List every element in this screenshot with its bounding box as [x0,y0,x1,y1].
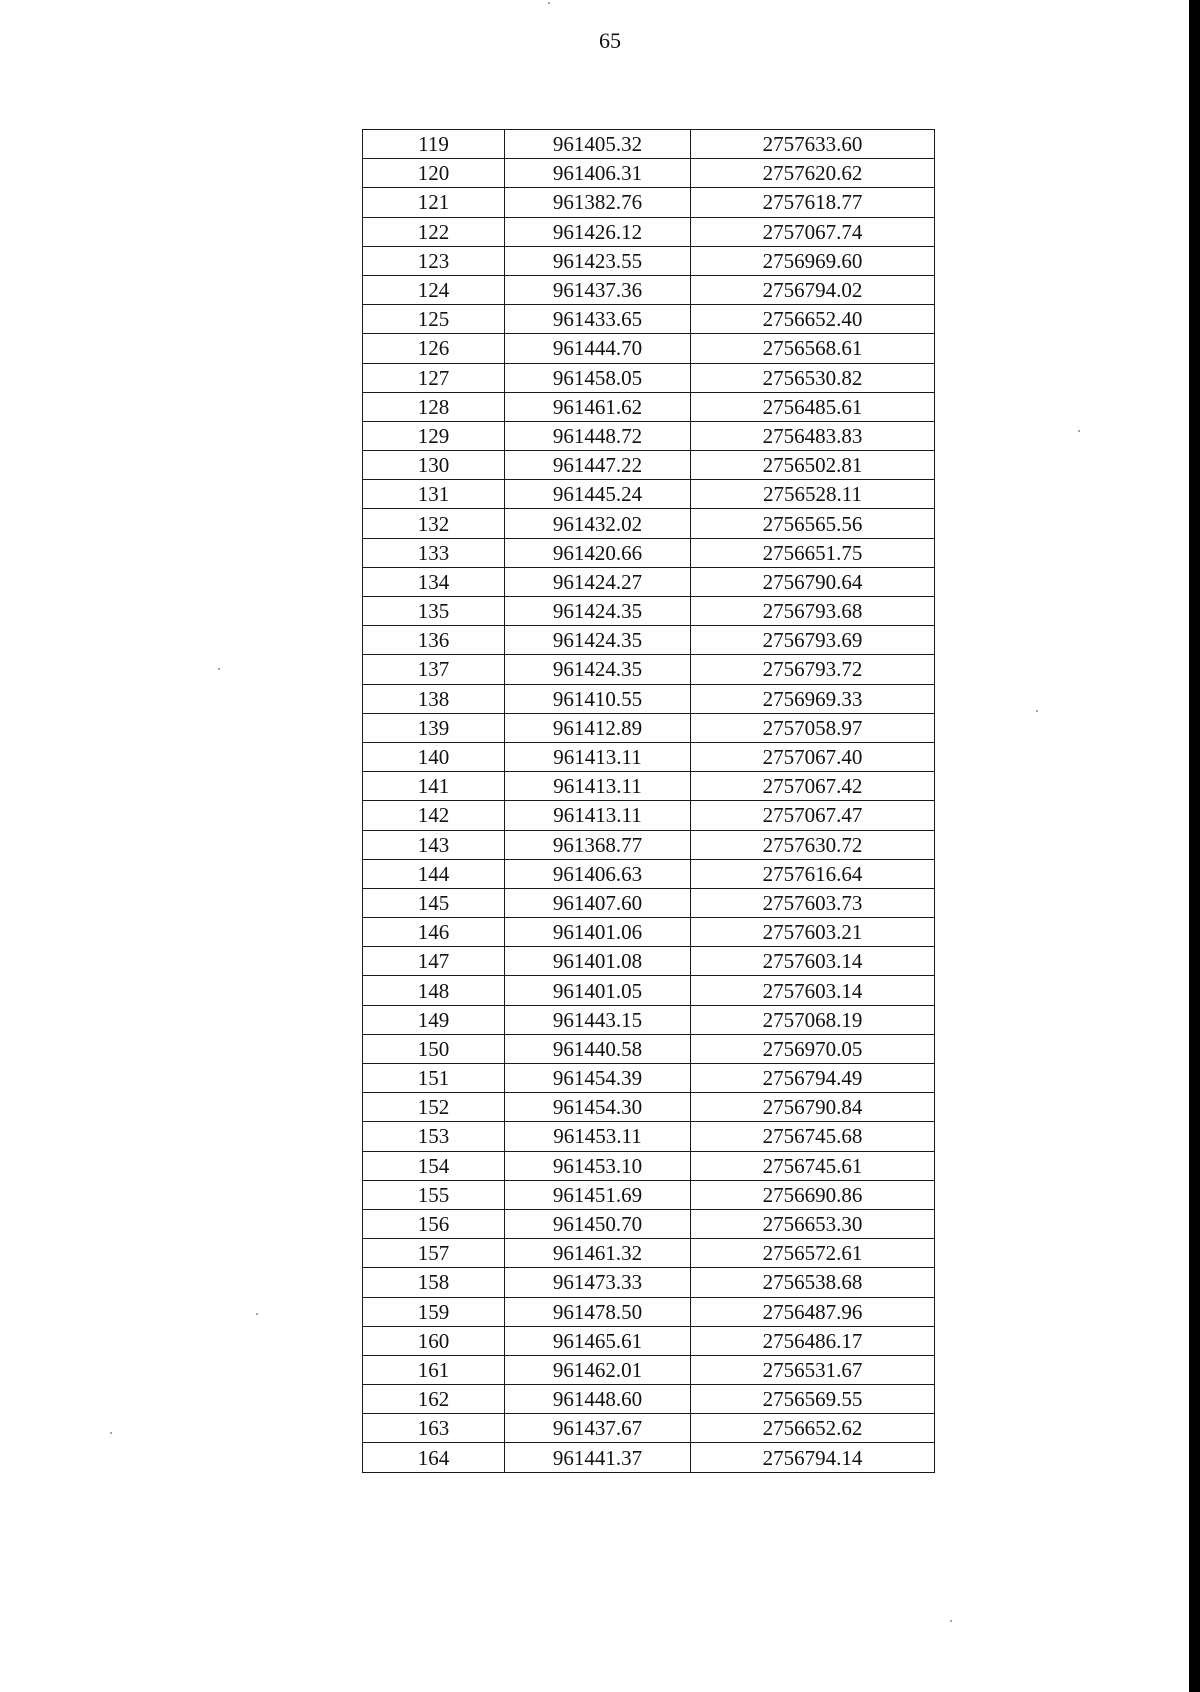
scan-speck [218,668,220,670]
point-number-cell: 132 [363,509,505,538]
x-coordinate-cell: 961441.37 [505,1443,691,1472]
point-number-cell: 155 [363,1180,505,1209]
y-coordinate-cell: 2757068.19 [691,1005,935,1034]
x-coordinate-cell: 961437.36 [505,275,691,304]
point-number-cell: 144 [363,859,505,888]
scan-speck [1036,710,1038,712]
y-coordinate-cell: 2756538.68 [691,1268,935,1297]
x-coordinate-cell: 961444.70 [505,334,691,363]
x-coordinate-cell: 961448.72 [505,421,691,450]
table-row [363,1239,935,1268]
x-coordinate-cell: 961426.12 [505,217,691,246]
y-coordinate-cell: 2756745.68 [691,1122,935,1151]
table-row [363,801,935,830]
x-coordinate-cell: 961412.89 [505,713,691,742]
y-coordinate-cell: 2757616.64 [691,859,935,888]
point-number-cell: 152 [363,1093,505,1122]
table-row [363,684,935,713]
y-coordinate-cell: 2756793.69 [691,626,935,655]
y-coordinate-cell: 2756652.62 [691,1414,935,1443]
x-coordinate-cell: 961454.30 [505,1093,691,1122]
point-number-cell: 136 [363,626,505,655]
y-coordinate-cell: 2756502.81 [691,451,935,480]
point-number-cell: 121 [363,188,505,217]
point-number-cell: 120 [363,159,505,188]
point-number-cell: 148 [363,976,505,1005]
y-coordinate-cell: 2757058.97 [691,713,935,742]
table-row [363,421,935,450]
table-row [363,159,935,188]
table-row [363,1180,935,1209]
table-row [363,392,935,421]
scan-edge-bar [1189,0,1200,1692]
y-coordinate-cell: 2756572.61 [691,1239,935,1268]
table-row [363,1414,935,1443]
table-row [363,363,935,392]
point-number-cell: 143 [363,830,505,859]
point-number-cell: 156 [363,1209,505,1238]
point-number-cell: 128 [363,392,505,421]
table-row [363,976,935,1005]
table-row [363,1268,935,1297]
y-coordinate-cell: 2757603.14 [691,976,935,1005]
table-row [363,188,935,217]
y-coordinate-cell: 2757603.21 [691,918,935,947]
x-coordinate-cell: 961437.67 [505,1414,691,1443]
point-number-cell: 137 [363,655,505,684]
y-coordinate-cell: 2757067.40 [691,742,935,771]
y-coordinate-cell: 2757067.74 [691,217,935,246]
point-number-cell: 124 [363,275,505,304]
scan-speck [950,1620,952,1622]
point-number-cell: 154 [363,1151,505,1180]
x-coordinate-cell: 961461.62 [505,392,691,421]
x-coordinate-cell: 961445.24 [505,480,691,509]
x-coordinate-cell: 961454.39 [505,1064,691,1093]
y-coordinate-cell: 2757618.77 [691,188,935,217]
y-coordinate-cell: 2756485.61 [691,392,935,421]
x-coordinate-cell: 961448.60 [505,1385,691,1414]
x-coordinate-cell: 961405.32 [505,130,691,159]
x-coordinate-cell: 961424.35 [505,626,691,655]
point-number-cell: 130 [363,451,505,480]
point-number-cell: 122 [363,217,505,246]
y-coordinate-cell: 2756794.14 [691,1443,935,1472]
x-coordinate-cell: 961461.32 [505,1239,691,1268]
y-coordinate-cell: 2756790.84 [691,1093,935,1122]
y-coordinate-cell: 2756487.96 [691,1297,935,1326]
point-number-cell: 160 [363,1326,505,1355]
x-coordinate-cell: 961451.69 [505,1180,691,1209]
table-row [363,567,935,596]
point-number-cell: 126 [363,334,505,363]
point-number-cell: 157 [363,1239,505,1268]
table-row [363,217,935,246]
y-coordinate-cell: 2757633.60 [691,130,935,159]
point-number-cell: 142 [363,801,505,830]
x-coordinate-cell: 961462.01 [505,1355,691,1384]
point-number-cell: 153 [363,1122,505,1151]
point-number-cell: 140 [363,742,505,771]
x-coordinate-cell: 961406.31 [505,159,691,188]
y-coordinate-cell: 2756793.72 [691,655,935,684]
x-coordinate-cell: 961423.55 [505,246,691,275]
table-row [363,1209,935,1238]
table-row [363,655,935,684]
point-number-cell: 119 [363,130,505,159]
y-coordinate-cell: 2756969.60 [691,246,935,275]
x-coordinate-cell: 961382.76 [505,188,691,217]
table-row [363,538,935,567]
table-row [363,1443,935,1472]
table-row [363,305,935,334]
x-coordinate-cell: 961453.11 [505,1122,691,1151]
table-row [363,1326,935,1355]
point-number-cell: 125 [363,305,505,334]
table-row [363,1297,935,1326]
table-row [363,334,935,363]
y-coordinate-cell: 2756970.05 [691,1034,935,1063]
table-row [363,713,935,742]
point-number-cell: 145 [363,888,505,917]
point-number-cell: 163 [363,1414,505,1443]
x-coordinate-cell: 961424.27 [505,567,691,596]
y-coordinate-cell: 2756690.86 [691,1180,935,1209]
y-coordinate-cell: 2757603.14 [691,947,935,976]
table-row [363,1122,935,1151]
point-number-cell: 131 [363,480,505,509]
point-number-cell: 139 [363,713,505,742]
table-row [363,772,935,801]
table-row [363,742,935,771]
x-coordinate-cell: 961413.11 [505,772,691,801]
table-row [363,1093,935,1122]
scan-speck [1078,430,1080,432]
x-coordinate-cell: 961410.55 [505,684,691,713]
y-coordinate-cell: 2756565.56 [691,509,935,538]
point-number-cell: 138 [363,684,505,713]
y-coordinate-cell: 2756486.17 [691,1326,935,1355]
table-row [363,1064,935,1093]
y-coordinate-cell: 2756745.61 [691,1151,935,1180]
table-row [363,830,935,859]
y-coordinate-cell: 2756790.64 [691,567,935,596]
table-row [363,246,935,275]
x-coordinate-cell: 961453.10 [505,1151,691,1180]
x-coordinate-cell: 961433.65 [505,305,691,334]
point-number-cell: 147 [363,947,505,976]
point-number-cell: 159 [363,1297,505,1326]
point-number-cell: 133 [363,538,505,567]
table-row [363,1355,935,1384]
x-coordinate-cell: 961478.50 [505,1297,691,1326]
table-row [363,509,935,538]
point-number-cell: 146 [363,918,505,947]
x-coordinate-cell: 961424.35 [505,655,691,684]
table-row [363,859,935,888]
x-coordinate-cell: 961440.58 [505,1034,691,1063]
point-number-cell: 135 [363,597,505,626]
point-number-cell: 134 [363,567,505,596]
table-row [363,597,935,626]
y-coordinate-cell: 2756794.49 [691,1064,935,1093]
table-row [363,480,935,509]
x-coordinate-cell: 961458.05 [505,363,691,392]
point-number-cell: 150 [363,1034,505,1063]
point-number-cell: 158 [363,1268,505,1297]
table-row [363,275,935,304]
point-number-cell: 123 [363,246,505,275]
x-coordinate-cell: 961424.35 [505,597,691,626]
y-coordinate-cell: 2756794.02 [691,275,935,304]
point-number-cell: 129 [363,421,505,450]
coordinate-table [362,129,935,1473]
y-coordinate-cell: 2756569.55 [691,1385,935,1414]
point-number-cell: 127 [363,363,505,392]
table-row [363,1385,935,1414]
page-number: 65 [599,28,621,53]
x-coordinate-cell: 961401.06 [505,918,691,947]
coordinate-table-body [363,130,935,1473]
table-row [363,1034,935,1063]
y-coordinate-cell: 2756483.83 [691,421,935,450]
x-coordinate-cell: 961413.11 [505,742,691,771]
table-row [363,888,935,917]
y-coordinate-cell: 2756652.40 [691,305,935,334]
point-number-cell: 141 [363,772,505,801]
y-coordinate-cell: 2756969.33 [691,684,935,713]
table-row [363,947,935,976]
x-coordinate-cell: 961450.70 [505,1209,691,1238]
point-number-cell: 151 [363,1064,505,1093]
y-coordinate-cell: 2756653.30 [691,1209,935,1238]
x-coordinate-cell: 961443.15 [505,1005,691,1034]
y-coordinate-cell: 2757067.42 [691,772,935,801]
table-row [363,130,935,159]
x-coordinate-cell: 961406.63 [505,859,691,888]
x-coordinate-cell: 961420.66 [505,538,691,567]
x-coordinate-cell: 961473.33 [505,1268,691,1297]
point-number-cell: 149 [363,1005,505,1034]
y-coordinate-cell: 2756651.75 [691,538,935,567]
x-coordinate-cell: 961401.08 [505,947,691,976]
scan-speck [548,2,550,4]
y-coordinate-cell: 2756530.82 [691,363,935,392]
x-coordinate-cell: 961407.60 [505,888,691,917]
x-coordinate-cell: 961401.05 [505,976,691,1005]
x-coordinate-cell: 961413.11 [505,801,691,830]
point-number-cell: 161 [363,1355,505,1384]
y-coordinate-cell: 2756528.11 [691,480,935,509]
y-coordinate-cell: 2757620.62 [691,159,935,188]
y-coordinate-cell: 2757603.73 [691,888,935,917]
table-row [363,918,935,947]
x-coordinate-cell: 961447.22 [505,451,691,480]
y-coordinate-cell: 2756568.61 [691,334,935,363]
y-coordinate-cell: 2757067.47 [691,801,935,830]
scan-speck [256,1313,258,1315]
y-coordinate-cell: 2756793.68 [691,597,935,626]
table-row [363,1151,935,1180]
x-coordinate-cell: 961432.02 [505,509,691,538]
y-coordinate-cell: 2757630.72 [691,830,935,859]
table-row [363,626,935,655]
table-row [363,1005,935,1034]
table-row [363,451,935,480]
point-number-cell: 162 [363,1385,505,1414]
y-coordinate-cell: 2756531.67 [691,1355,935,1384]
scan-speck [110,1432,112,1434]
x-coordinate-cell: 961368.77 [505,830,691,859]
x-coordinate-cell: 961465.61 [505,1326,691,1355]
point-number-cell: 164 [363,1443,505,1472]
